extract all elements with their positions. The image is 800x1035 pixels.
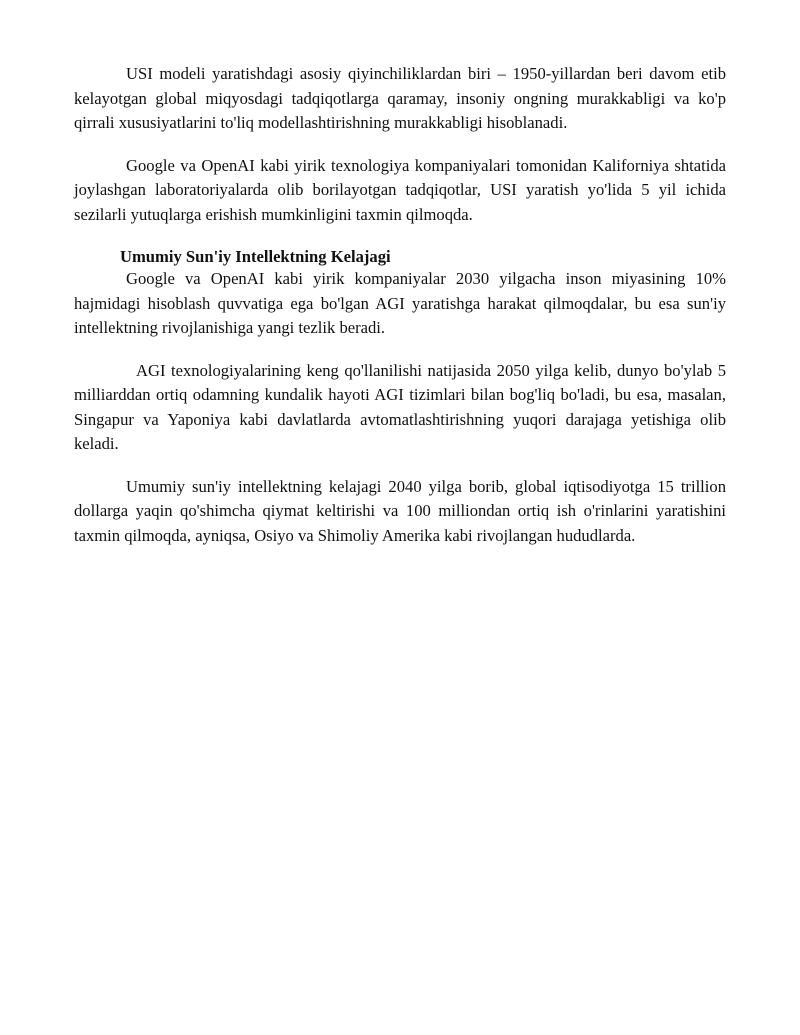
paragraph-agi-2030: Google va OpenAI kabi yirik kompaniyalar 2030 yilgacha inson miyasining 10% hajmidagi hisoblash quvvatiga ega bo'lgan AGI yaratishga harakat qilmoqdalar, bu esa sun'iy intellektning rivojlanishiga yangi tezlik beradi.	[74, 269, 726, 337]
document-page	[74, 62, 726, 548]
paragraph-tech-companies-research: Google va OpenAI kabi yirik texnologiya kompaniyalari tomonidan Kaliforniya shtatida joylashgan laboratoriyalarda olib borilayotgan tadqiqotlar, USI yaratish yo'lida 5 yil ichida sezilarli yutuqlarga erishish mumkinligini taxmin qilmoqda.	[74, 155, 726, 224]
paragraph-agi-challenges: USI modeli yaratishdagi asosiy qiyinchiliklardan biri – 1950-yillardan beri davom etib kelayotgan global miqyosdagi tadqiqotlarga qaramay, insoniy ongning murakkabligi va ko'p qirrali xususiyatlarini to'liq modellashtirishning murakkabligi hisoblanadi.	[74, 64, 726, 132]
paragraph-agi-economy: Umumiy sun'iy intellektning kelajagi 2040 yilga borib, global iqtisodiyotga 15 trillion dollarga yaqin qo'shimcha qiymat keltirishi va 100 milliondan ortiq ish o'rinlarini yaratishini taxmin qilmoqda, ayniqsa, Osiyo va Shimoliy Amerika kabi rivojlangan hududlarda.	[74, 476, 726, 545]
section-heading: Umumiy Sun'iy Intellektning Kelajagi	[120, 247, 391, 266]
paragraph-agi-2050: AGI texnologiyalarining keng qo'llanilishi natijasida 2050 yilga kelib, dunyo bo'ylab 5 milliarddan ortiq odamning kundalik hayoti AGI tizimlari bilan bog'liq bo'ladi, bu esa, masalan, Singapur va Yaponiya kabi davlatlarda avtomatlashtirishning yuqori darajaga yetishiga olib keladi.	[74, 360, 726, 453]
